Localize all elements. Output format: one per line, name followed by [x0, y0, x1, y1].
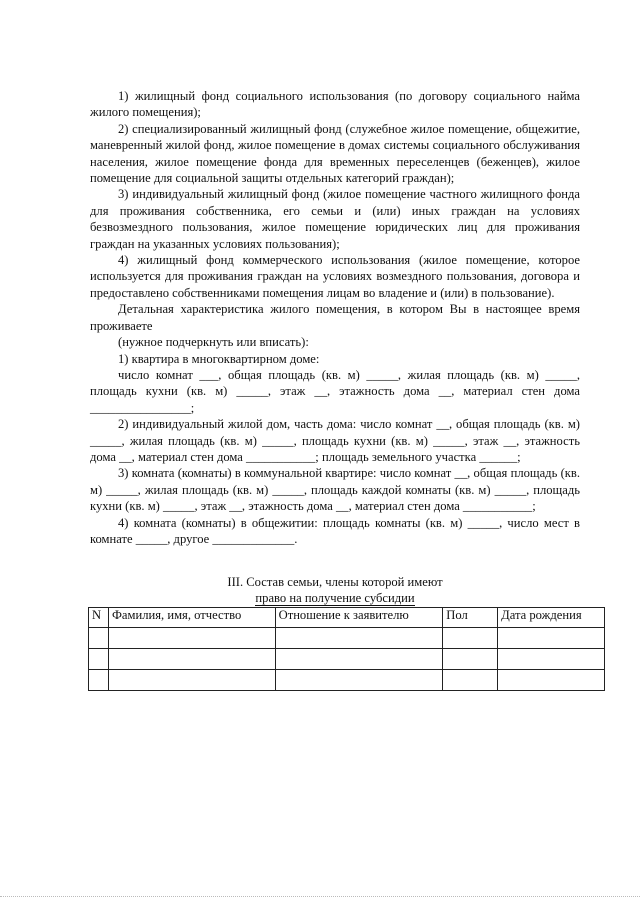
cell-relation[interactable]	[275, 649, 443, 670]
paragraph: 3) индивидуальный жилищный фонд (жилое помещение частного жилищного фонда для проживания собственника, его семьи и (или) иных граждан на условиях безвозмездного пользования, жилое помещение юридических лиц для проживания граждан на указанных условиях пользования);	[90, 187, 580, 251]
paragraph: Детальная характеристика жилого помещения, в котором Вы в настоящее время проживаете	[90, 302, 580, 333]
document-body	[90, 88, 580, 547]
paragraph: 2) специализированный жилищный фонд (служебное жилое помещение, общежитие, маневренный жилой фонд, жилое помещение в домах системы социального обслуживания населения, жилое помещение фонда для временных переселенцев (беженцев), жилое помещение для социальной защиты отдельных категорий граждан);	[90, 121, 580, 186]
table-row	[89, 649, 605, 670]
paragraph: 3) комната (комнаты) в коммунальной квартире: число комнат __, общая площадь (кв. м) _____, жилая площадь (кв. м) _____, площадь каждой комнаты (кв. м) _____, площадь кухни (кв. м) _____, этаж __, этажность дома __, материал стен дома ___________;	[90, 466, 580, 514]
cell-number[interactable]	[89, 649, 109, 670]
cell-birth-date[interactable]	[498, 628, 605, 649]
column-header-full-name: Фамилия, имя, отчество	[108, 608, 275, 628]
cell-relation[interactable]	[275, 628, 443, 649]
document-page	[90, 88, 580, 691]
paragraph: 2) индивидуальный жилой дом, часть дома: число комнат __, общая площадь (кв. м) _____, жилая площадь (кв. м) _____, площадь кухни (кв. м) _____, этаж __, этажность дома __, материал стен дома ___________; площадь земельного участка ______;	[90, 417, 580, 464]
cell-full-name[interactable]	[108, 628, 275, 649]
section-title-line2: право на получение субсидии	[255, 590, 415, 605]
column-header-relation: Отношение к заявителю	[275, 608, 443, 628]
cell-sex[interactable]	[443, 670, 498, 691]
scan-footer-dots	[0, 896, 640, 903]
table-header-row	[89, 608, 605, 628]
section-title-line1: III. Состав семьи, члены которой имеют	[227, 575, 443, 590]
paragraph: число комнат ___, общая площадь (кв. м) _____, жилая площадь (кв. м) _____, площадь кухни (кв. м) _____, этаж __, этажность дома __, материал стен дома ________________;	[90, 367, 580, 415]
cell-sex[interactable]	[443, 628, 498, 649]
column-header-sex: Пол	[443, 608, 498, 628]
table-body	[89, 628, 605, 691]
cell-full-name[interactable]	[108, 649, 275, 670]
table-row	[89, 628, 605, 649]
cell-number[interactable]	[89, 670, 109, 691]
cell-relation[interactable]	[275, 670, 443, 691]
paragraph: 4) жилищный фонд коммерческого использования (жилое помещение, которое используется для проживания граждан на условиях возмездного пользования, договора и предоставлено собственниками помещения лицам во владение и (или) в пользование).	[90, 253, 580, 300]
paragraph: 1) жилищный фонд социального использования (по договору социального найма жилого помещения);	[90, 89, 580, 120]
column-header-number: N	[89, 608, 109, 628]
section-title	[90, 575, 580, 606]
paragraph: (нужное подчеркнуть или вписать):	[118, 335, 309, 350]
cell-full-name[interactable]	[108, 670, 275, 691]
column-header-birth-date: Дата рождения	[498, 608, 605, 628]
table-row	[89, 670, 605, 691]
cell-birth-date[interactable]	[498, 670, 605, 691]
cell-birth-date[interactable]	[498, 649, 605, 670]
paragraph: 4) комната (комнаты) в общежитии: площадь комнаты (кв. м) _____, число мест в комнате _____, другое _____________.	[90, 515, 580, 546]
family-members-table	[88, 607, 605, 691]
cell-number[interactable]	[89, 628, 109, 649]
cell-sex[interactable]	[443, 649, 498, 670]
paragraph: 1) квартира в многоквартирном доме:	[118, 351, 320, 366]
